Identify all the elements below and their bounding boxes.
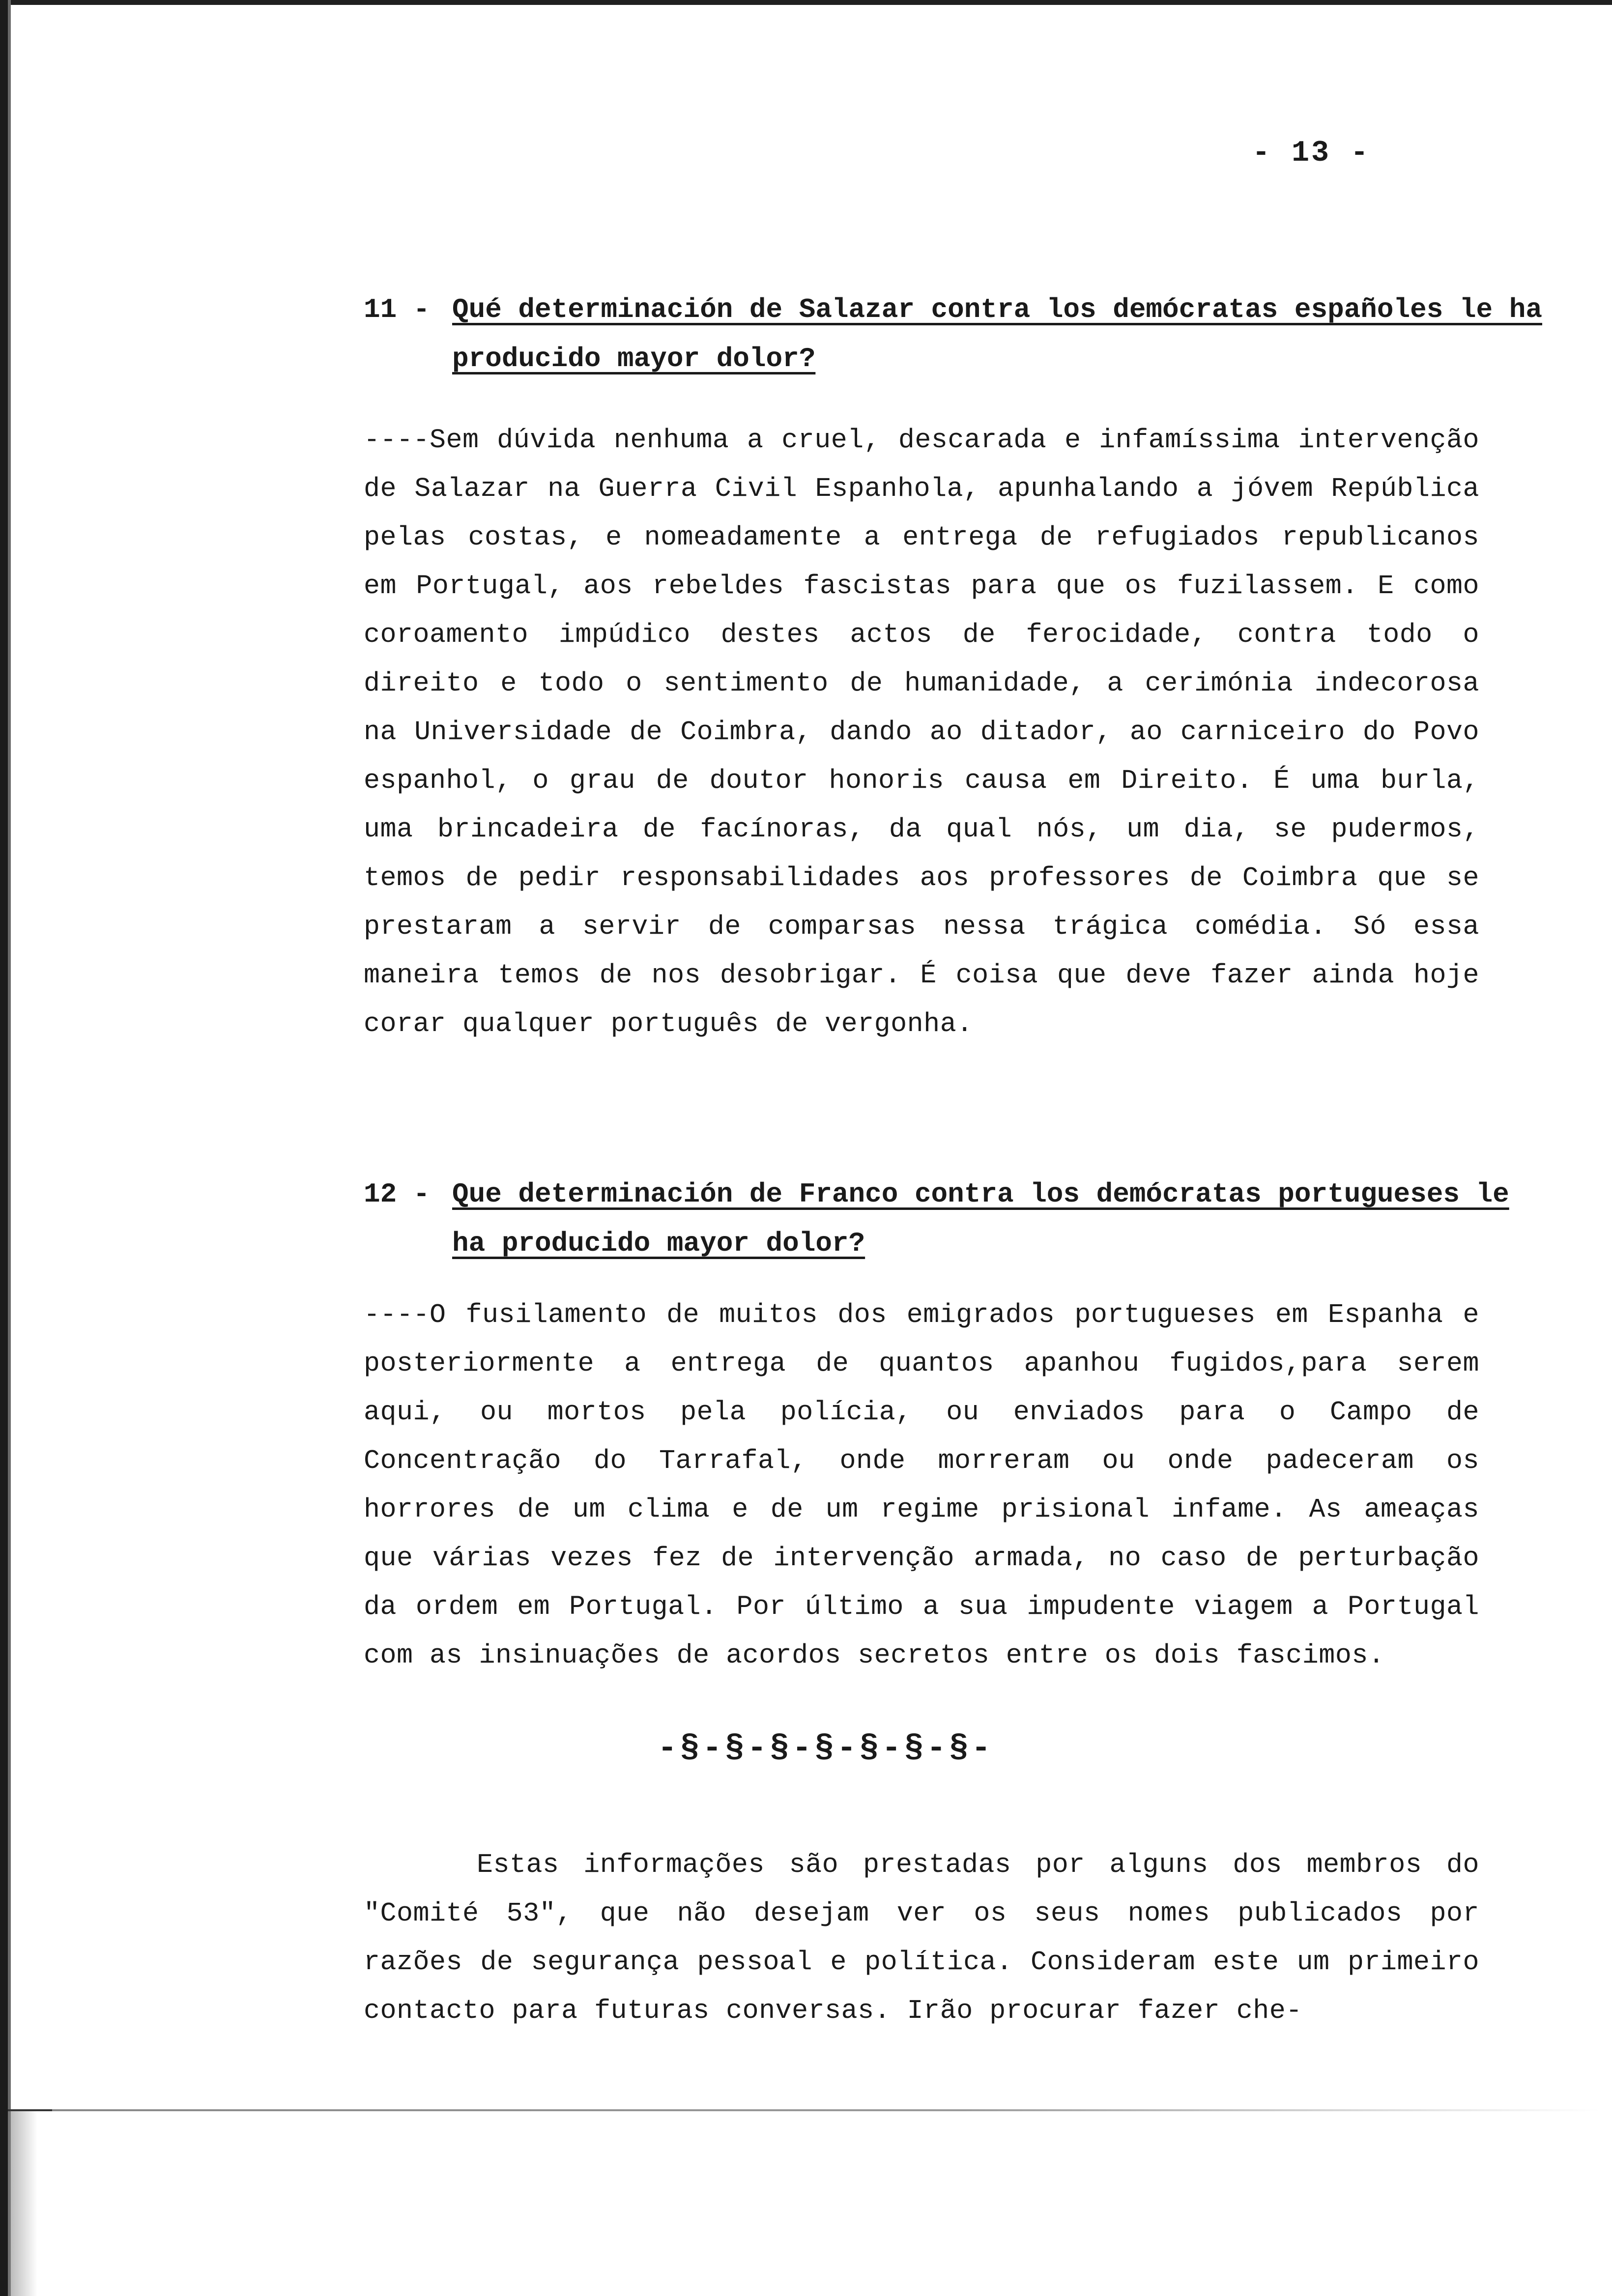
closing-paragraph: Estas informações são prestadas por alguns dos membros do "Comité 53", que não desejam ver os seus nomes publicados por razões de segurança pessoal e política. Consideram este um primeiro contacto para futuras conversas. Irão procurar fazer che- [364, 1849, 1479, 2026]
page-fold-line [8, 2109, 1600, 2111]
question-number: 11 - [364, 294, 430, 325]
section-separator: -§-§-§-§-§-§-§- [657, 1730, 994, 1767]
answer-11: ----Sem dúvida nenhuma a cruel, descarada e infamíssima intervenção de Salazar na Guerra Civil Espanhola, apunhalando a jóvem República pelas costas, e nomeadamente a entrega de refugiados republicanos em Portugal, aos rebeldes fascistas para que os fuzilassem. E como coroamento impúdico destes actos de ferocidade, contra todo o direito e todo o sentimento de humanidade, a cerimónia indecorosa na Universidade de Coimbra, dando ao ditador, ao carniceiro do Povo espanhol, o grau de doutor honoris causa em Direito. É uma burla, uma brincadeira de facínoras, da qual nós, um dia, se pudermos, temos de pedir responsabilidades aos professores de Coimbra que se prestaram a servir de comparsas nessa trágica comédia. Só essa maneira temos de nos desobrigar. É coisa que deve fazer ainda hoje corar qualquer português de vergonha. [364, 425, 1479, 1039]
answer-12: ----O fusilamento de muitos dos emigrados portugueses em Espanha e posteriormente a entrega de quantos apanhou fugidos,para serem aqui, ou mortos pela polícia, ou enviados para o Campo de Concentração do Tarrafal, onde morreram ou onde padeceram os horrores de um clima e de um regime prisional infame. As ameaças que várias vezes fez de intervenção armada, no caso de perturbação da ordem em Portugal. Por último a sua impudente viagem a Portugal com as insinuações de acordos secretos entre os dois fascimos. [364, 1299, 1479, 1671]
question-text: Qué determinación de Salazar contra los demócratas españoles le ha producido mayor dolor? [452, 294, 1542, 374]
question-text: Que determinación de Franco contra los demócratas portugueses le ha producido mayor dolor? [452, 1178, 1509, 1259]
question-number: 12 - [364, 1178, 430, 1210]
scan-border-top [0, 0, 1612, 5]
page-number: - 13 - [1252, 137, 1371, 170]
scan-border-left-edge [8, 0, 11, 2296]
scan-border-left [0, 0, 8, 2296]
page-fold-shadow [8, 2111, 37, 2296]
